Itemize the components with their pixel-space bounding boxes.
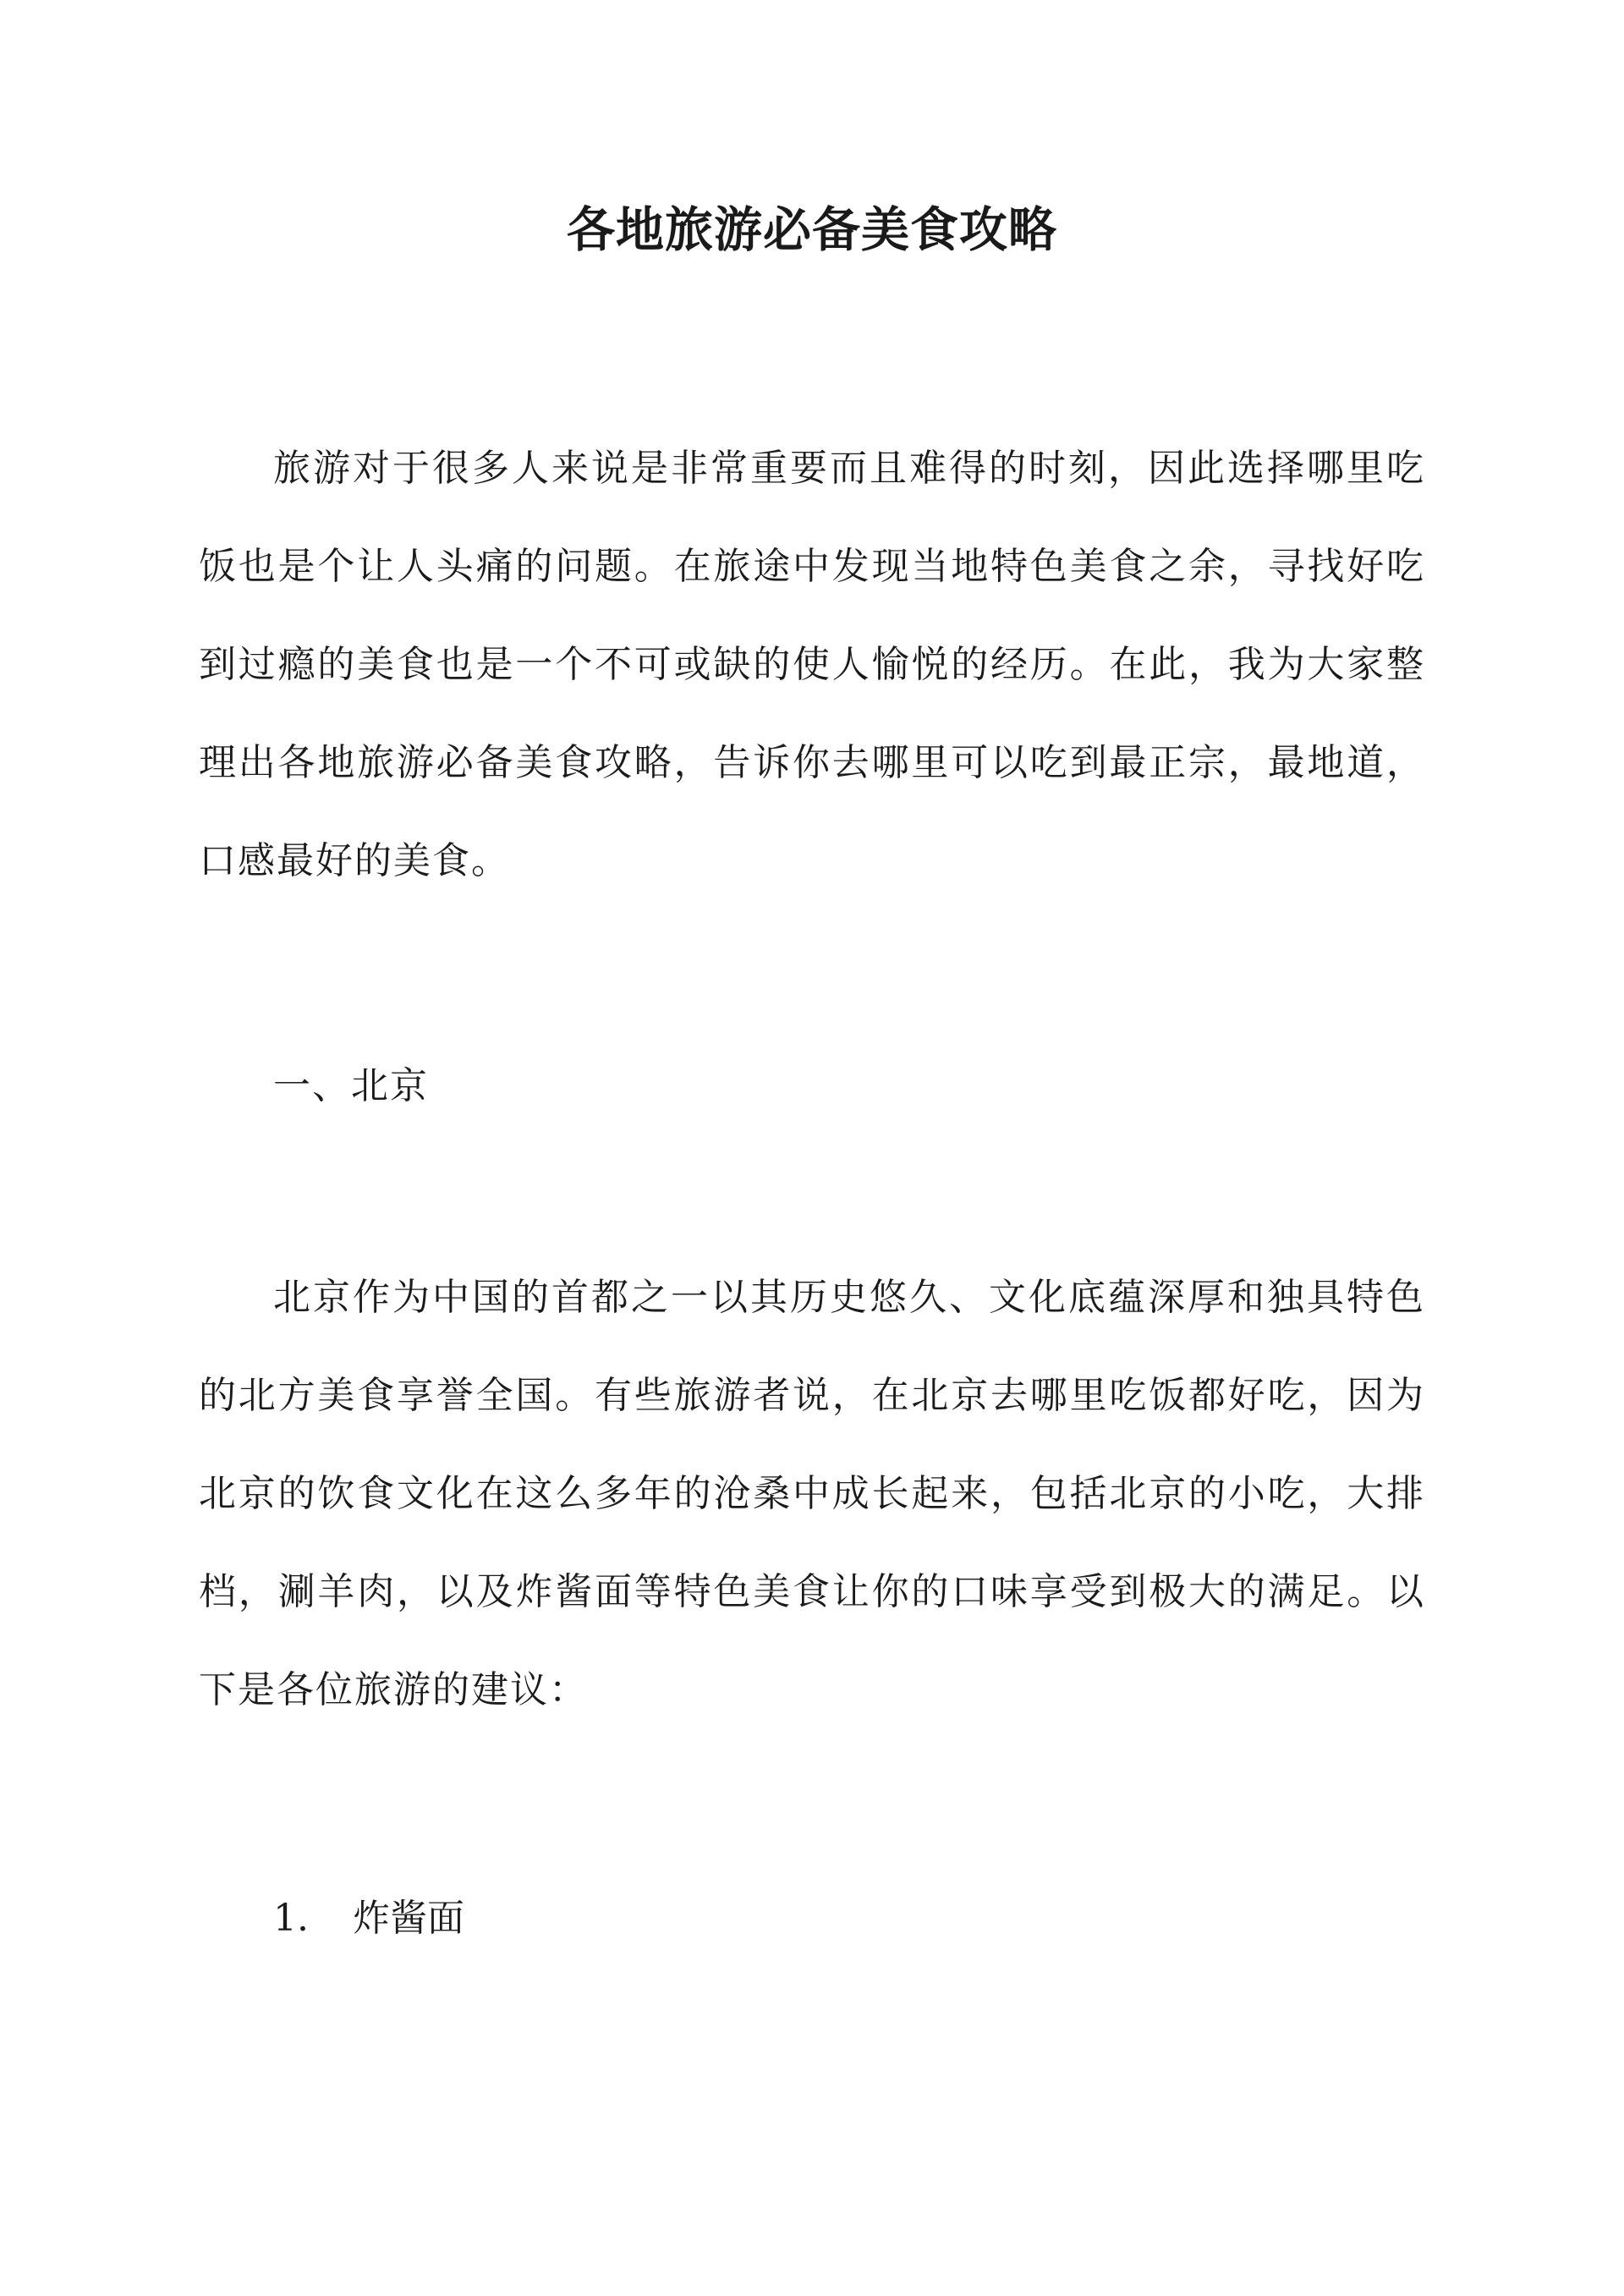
section-heading-beijing: 一、北京: [273, 1064, 429, 1107]
list-item-number: 1.: [273, 1897, 309, 1940]
list-item-label: 炸酱面: [353, 1897, 464, 1940]
section-body-beijing: 北京作为中国的首都之一以其历史悠久、文化底蕴深厚和独具特色的北方美食享誉全国。有些旅游者说，在北京去哪里吃饭都好吃，因为北京的饮食文化在这么多年的沧桑中成长起来，包括北京的小吃，大排档，涮羊肉，以及炸酱面等特色美食让你的口味享受到极大的满足。以下是各位旅游的建议：: [199, 1276, 1425, 1711]
list-item: [273, 1885, 464, 1953]
intro-paragraph: 旅游对于很多人来说是非常重要而且难得的时刻，因此选择哪里吃饭也是个让人头痛的问题。在旅途中发现当地特色美食之余，寻找好吃到过瘾的美食也是一个不可或缺的使人愉悦的经历。在此，我为大家整理出各地旅游必备美食攻略，告诉你去哪里可以吃到最正宗，最地道，口感最好的美食。: [199, 447, 1425, 882]
document-title: 各地旅游必备美食攻略: [567, 201, 1057, 258]
